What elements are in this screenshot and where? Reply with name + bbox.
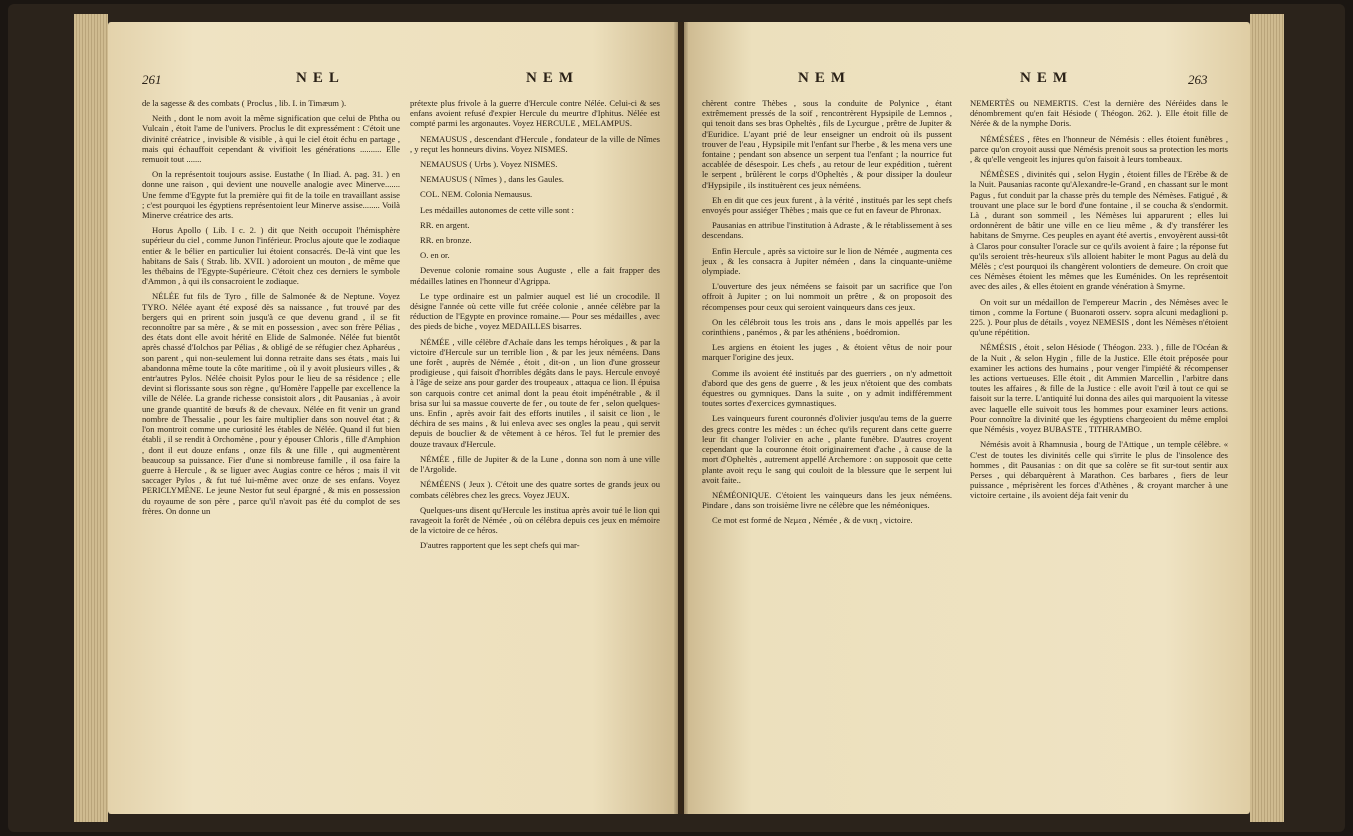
paragraph: chèrent contre Thèbes , sous la conduite de Polynice , étant extrêmement pressés de la soif , rencontrèrent Hypsipile de Lemnos , qui tenoit dans ses bras Opheltès , fils de Lycurgue , prêtre de Jupiter & d'Euridice. L'ayant prié de leur enseigner un endroit où ils pussent trouver de l'eau , Hypsipile mit l'enfant sur l'herbe , & les mena vers une fontaine ; pendant son absence un serpent tua l'enfant ; la nourrice fut accablée de désespoir. Les chefs , au retour de leur expédition , tuèrent le serpent , brûlèrent le corps d'Opheltès , & pour dissiper la douleur d'Hypsipile , ils instituèrent ces jeux néméens. [702, 98, 952, 190]
paragraph: RR. en argent. [420, 219, 470, 230]
running-head-right-col1: NEM [798, 70, 851, 86]
right-fore-edge [1250, 14, 1284, 822]
right-page-column-1 [702, 98, 952, 531]
paragraph: Ce mot est formé de Νεμεα , Némée , & de νικη , victoire. [712, 515, 913, 526]
paragraph: NÉLÉE fut fils de Tyro , fille de Salmonée & de Neptune. Voyez TYRO. Nélée ayant été exposé dès sa naissance , fut trouvé par des bergers qui en prirent soin jusqu'à ce que devenu grand , il se fit reconnoître par sa mère , & se mit en possession , avec son frère Pélias , des états dont elle avoit hérité en Elide de Salmonée. Nélée fut bientôt après chassé d'Iolchos par Pélias , & obligé de se réfugier chez Apharéus , son parent , qui non-seulement lui donna retraite dans ses états , mais lui abandonna même toute la côte maritime , où il y avoit plusieurs villes , & entr'autres Pylos. Nélée choisit Pylos pour le lieu de sa résidence ; elle devint si florissante sous son règne , qu'Homère l'appelle par excellence la ville de Nélée. La grande richesse consistoit alors , dit Pausanias , à avoir une grande quantité de bœufs & de chevaux. Nélée en fit venir un grand nombre de Thessalie , pour les faire multiplier dans son nouvel état ; & l'on montroit comme une curiosité les étables de Nélée. Quand il fut bien établi , il se rendit à Orchomène , pour y épouser Chloris , fille d'Amphion , dont il eut douze enfans , onze fils & une fille , qui augmentèrent beaucoup sa puissance. Fier d'une si nombreuse famille , il osa faire la guerre à Hercule , & se liguer avec Augias contre ce héros ; mais il vit saccager Pylos , & fut tué lui-même avec onze de ses enfans. Voyez PERICLYMÈNE. Le jeune Nestor fut seul épargné , & mis en possession du royaume de son père , parce qu'il n'avoit pas été du complot de ses frères. On donne un [142, 291, 400, 516]
paragraph: NEMAUSUS ( Urbs ). Voyez NISMES. [420, 159, 558, 170]
paragraph: NÉMÉSIS , étoit , selon Hésiode ( Théogon. 233. ) , fille de l'Océan & de la Nuit , & selon Hygin , fille de la Justice. Elle étoit préposée pour examiner les actions des humains , pour venger l'impiété & récompenser les actions vertueuses. Elle étoit , dit Ammien Marcellin , l'arbitre dans toutes les affaires , & fille de la Justice : elle avoit l'œil à tout ce qui se faisoit sur la terre. L'antiquité lui donna des ailes qui marquoient la vitesse avec laquelle elle suivoit tous les hommes pour examiner leurs actions. Pour connoître la divinité que les égyptiens chargeoient du même emploi que Némésis , voyez BUBASTE , TITHRAMBO. [970, 342, 1228, 435]
right-page [684, 22, 1250, 814]
paragraph: COL. NEM. Colonia Nemausus. [420, 189, 533, 200]
paragraph: NÉMÈSES , divinités qui , selon Hygin , étoient filles de l'Erèbe & de la Nuit. Pausanias raconte qu'Alexandre-le-Grand , en chassant sur le mont Pagus , fut conduit par la chasse près du temple des Némèses. Fatigué , & trouvant une place sur le bord d'une fontaine , il se coucha & s'endormit. Là , durant son sommeil , les Némèses lui apparurent ; elles lui ordonnèrent de bâtir une ville en ce lieu même , & d'y transférer les habitans de Smyrne. Ces peuples en ayant été avertis , envoyèrent aussi-tôt à Claros pour consulter l'oracle sur ce qu'ils avoient à faire ; la réponse fut qu'ils seroient très-heureux s'ils alloient habiter le mont Pagus au delà du Mélès ; c'est pourquoi ils changèrent volontiers de demeure. On croit que ces Némèses étoient les mêmes que les Euménides. On les représentoit avec des ailes , & elles étoient en grande vénération à Smyrne. [970, 169, 1228, 292]
paragraph: NEMAUSUS , descendant d'Hercule , fondateur de la ville de Nîmes , y reçut les honneurs divins. Voyez NISMES. [410, 133, 660, 154]
paragraph: Les argiens en étoient les juges , & étoient vêtus de noir pour marquer l'origine des jeux. [702, 342, 952, 363]
paragraph: Neith , dont le nom avoit la même signification que celui de Phtha ou Vulcain , étoit l'ame de l'univers. Proclus le dit expressément : C'étoit une divinité créatrice , invisible & visible , à qui le ciel étoit échu en partage , mais qui échauffoit cependant & vivifioit les générations .......... Elle remuoit tout ....... [142, 113, 400, 165]
left-page-column-2 [410, 98, 660, 556]
paragraph: O. en or. [420, 250, 450, 261]
paragraph: NÉMÉE , fille de Jupiter & de la Lune , donna son nom à une ville de l'Argolide. [410, 453, 660, 475]
book-gutter [674, 22, 688, 814]
left-page [108, 22, 678, 814]
paragraph: prétexte plus frivole à la guerre d'Hercule contre Nélée. Celui-ci & ses enfans avoient refusé d'expier Hercule du meurtre d'Iphitus. Nélée est compté parmi les argonautes. Voyez HERCULE , MELAMPUS. [410, 98, 660, 129]
paragraph: Comme ils avoient été institués par des guerriers , on n'y admettoit d'abord que des gens de guerre , & les jeux n'étoient que des combats équestres ou gymniques. Dans la suite , on y admit indifféremment toutes sortes d'exercices gymnastiques. [702, 367, 952, 409]
running-head-left-col2: NEM [526, 70, 579, 86]
paragraph: Quelques-uns disent qu'Hercule les institua après avoir tué le lion qui ravageoit la forêt de Némée , où on célébra depuis ces jeux en mémoire de la victoire de ce héros. [410, 504, 660, 536]
running-head-left-col1: NEL [296, 70, 345, 86]
book-spread [8, 4, 1345, 832]
page-number-left: 261 [142, 72, 162, 87]
paragraph: On la représentoit toujours assise. Eustathe ( In Iliad. A. pag. 31. ) en donne une raison , qui devient une nouvelle analogie avec Minerve....... Une femme d'Egypte fut la première qui fit de la toile en travaillant assise ; c'est pourquoi les égyptiens représentoient leur Minerve assise........ Voilà Minerve créatrice des arts. [142, 169, 400, 221]
paragraph: D'autres rapportent que les sept chefs qui mar- [420, 540, 580, 551]
paragraph: On les célébroit tous les trois ans , dans le mois appellés par les corinthiens , panémos , & par les athéniens , boédromion. [702, 316, 952, 338]
paragraph: Les vainqueurs furent couronnés d'olivier jusqu'au tems de la guerre des grecs contre les mèdes : un échec qu'ils reçurent dans cette guerre leur fit changer l'olivier en ache , plante funèbre. D'autres croyent cependant que la couronne étoit originairement d'ache , à cause de la mort d'Opheltès , autrement appellé Archemore : on supposoit que cette plante avoit reçu le sang qui couloit de la blessure que le serpent lui avoit faite.. [702, 413, 952, 485]
paragraph: On voit sur un médaillon de l'empereur Macrin , des Némèses avec le timon , comme la Fortune ( Buonaroti osserv. sopra alcuni medaglioni p. 225. ). Pour plus de détails , voyez NEMESIS , dont les Némèses n'étoient qu'une répétition. [970, 296, 1228, 338]
paragraph: Devenue colonie romaine sous Auguste , elle a fait frapper des médailles latines en l'honneur d'Agrippa. [410, 265, 660, 286]
paragraph: Enfin Hercule , après sa victoire sur le lion de Némée , augmenta ces jeux , & les consacra à Jupiter néméen , dans la cinquante-unième olympiade. [702, 245, 952, 277]
paragraph: Les médailles autonomes de cette ville sont : [420, 204, 574, 215]
paragraph: NEMAUSUS ( Nîmes ) , dans les Gaules. [420, 174, 564, 185]
paragraph: NEMERTÈS ou NEMERTIS. C'est la dernière des Néréides dans le dénombrement qu'en fait Hésiode ( Théogon. 262. ). Elle étoit fille de Nérée & de la nymphe Doris. [970, 98, 1228, 129]
paragraph: Eh en dit que ces jeux furent , à la vérité , institués par les sept chefs envoyés pour assiéger Thèbes ; mais que ce fut en faveur de Phronax. [702, 194, 952, 216]
page-number-right: 263 [1188, 72, 1208, 87]
paragraph: NÉMÉONIQUE. C'étoient les vainqueurs dans les jeux néméens. Pindare , dans son troisième livre ne célèbre que les néméoniques. [702, 489, 952, 511]
right-page-column-2 [970, 98, 1228, 506]
paragraph: de la sagesse & des combats ( Proclus , lib. I. in Timæum ). [142, 98, 347, 108]
paragraph: NÉMÉENS ( Jeux ). C'étoit une des quatre sortes de grands jeux ou combats célèbres chez les grecs. Voyez JEUX. [410, 479, 660, 500]
paragraph: Horus Apollo ( Lib. I c. 2. ) dit que Neith occupoit l'hémisphère supérieur du ciel , comme Junon l'inférieur. Proclus ajoute que le zodiaque entier & le bélier en particulier lui étoient consacrés. De-là vint que les habitans de Saïs ( Strab. lib. XVII. ) adoroient un mouton , de même que les thébains de l'Egypte-Supérieure. C'étoit chez ces derniers le symbole d'Ammon , à qui ils consacroient le zodiaque. [142, 225, 400, 287]
paragraph: NÉMÉSÉES , fêtes en l'honneur de Némésis : elles étoient funèbres , parce qu'on croyoit aussi que Némésis prenoit sous sa protection les morts , & qu'elle vengeoit les injures qu'on faisoit à leurs tombeaux. [970, 133, 1228, 165]
running-head-right-col2: NEM [1020, 70, 1073, 86]
paragraph: L'ouverture des jeux néméens se faisoit par un sacrifice que l'on offroit à Jupiter ; on lui nommoit un prêtre , & on proposoit des récompenses pour ceux qui seroient vainqueurs dans ces jeux. [702, 281, 952, 312]
paragraph: Pausanias en attribue l'institution à Adraste , & le rétablissement à ses descendans. [702, 220, 952, 241]
left-fore-edge [74, 14, 108, 822]
left-page-column-1 [142, 98, 400, 521]
paragraph: NÉMÉE , ville célèbre d'Achaïe dans les temps héroïques , & par la victoire d'Hercule sur un terrible lion , & par les jeux néméens. Dans une forêt , auprès de Némée , étoit , dit-on , un lion d'une grosseur prodigieuse , qui faisoit d'horribles dégâts dans le pays. Hercule envoyé à l'âge de seize ans pour garder des troupeaux , attaqua ce lion. Il épuisa son carquois contre cet animal dont la peau étoit impénétrable , & il brisa sur lui sa massue couverte de fer , ou toute de fer , selon quelques-uns. Enfin , après avoir fait des efforts inutiles , il saisit ce lion , le déchira de ses mains , & lui enleva avec ses ongles la peau , qui servit depuis de bouclier & de vêtement à ce héros. Tel fut le premier des douze travaux d'Hercule. [410, 336, 660, 449]
paragraph: Le type ordinaire est un palmier auquel est lié un crocodile. Il désigne l'année où cette ville fut créée colonie , année célèbre par la réduction de l'Egypte en province romaine.— Pour ses médailles , avec des pieds de biche , voyez MEDAILLES bisarres. [410, 290, 660, 332]
paragraph: RR. en bronze. [420, 235, 472, 246]
paragraph: Némésis avoit à Rhamnusia , bourg de l'Attique , un temple célèbre. « C'est de toutes les divinités celle qui s'irrite le plus de l'insolence des hommes , dit Pausanias : on dit que sa colère se fit sur-tout sentir aux Perses , qui débarquèrent à Marathon. Ces barbares , fiers de leur puissance , méprisèrent les forces d'Athènes , & croyant marcher à une victoire certaine , ils avoient déja fait venir du [970, 439, 1228, 501]
